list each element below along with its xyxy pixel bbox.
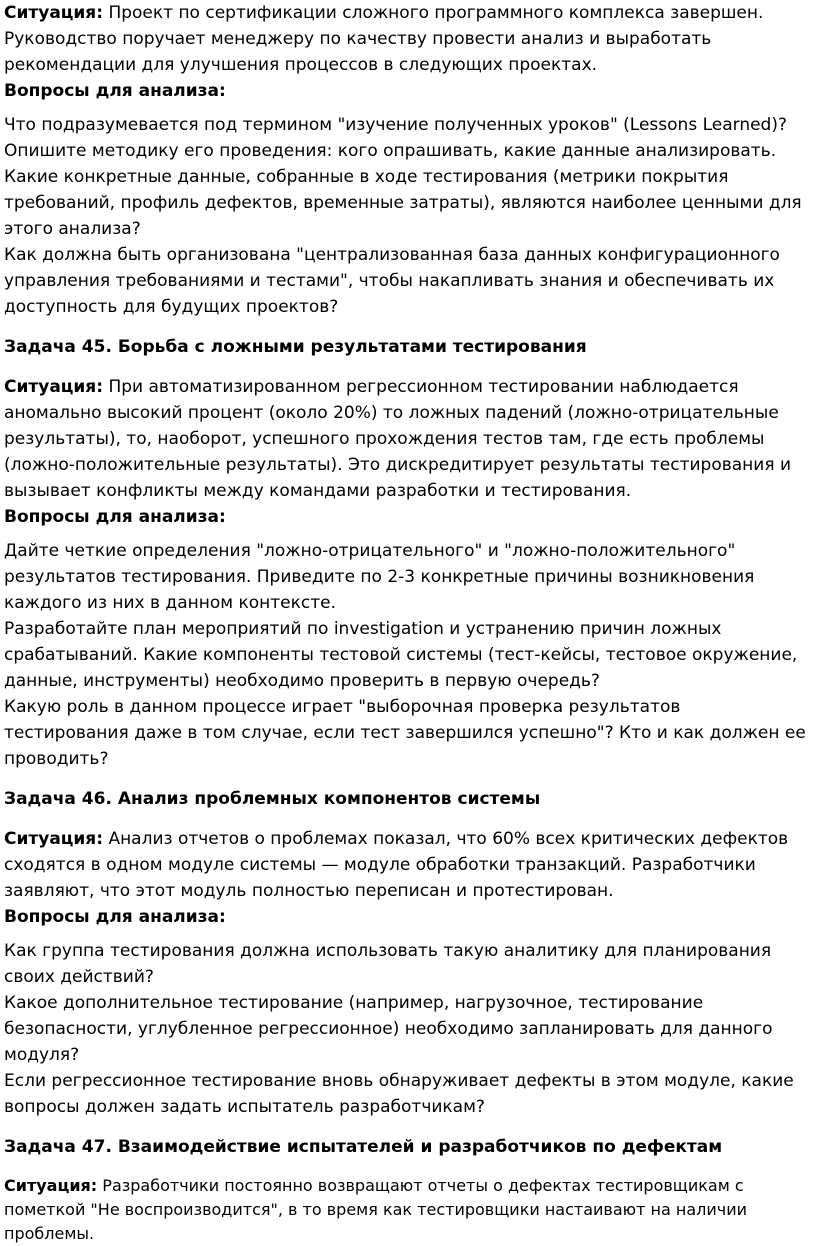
task45-situation-text: При автоматизированном регрессионном тестировании наблюдается аномально высокий процент (около 20%) то ложных падений (ложно-отрицательные результаты), то, наоборот, успешного прохождения тестов там, где есть проблемы (ложно-положительные результаты). Это дискредитирует результаты тестирования и вызывает конфликты между командами разработки и тестирования. (4, 377, 792, 501)
task47-title: Задача 47. Взаимодействие испытателей и разработчиков по дефектам (4, 1137, 723, 1157)
task44-situation-text: Проект по сертификации сложного программного комплекса завершен. Руководство поручает менеджеру по качеству провести анализ и выработать рекомендации для улучшения процессов в следующих проектах. (4, 3, 764, 75)
task46-question-1: Как группа тестирования должна использовать такую аналитику для планирования своих действий? (4, 941, 772, 987)
situation-label: Ситуация: (4, 3, 104, 23)
task46-question-3: Если регрессионное тестирование вновь обнаруживает дефекты в этом модуле, какие вопросы должен задать испытатель разработчикам? (4, 1071, 794, 1117)
task46-title: Задача 46. Анализ проблемных компонентов системы (4, 789, 541, 809)
situation-label: Ситуация: (4, 829, 104, 849)
task45-question-3: Какую роль в данном процессе играет "выборочная проверка результатов тестирования даже в том случае, если тест завершился успешно"? Кто и как должен ее проводить? (4, 697, 806, 769)
task45-question-2: Разработайте план мероприятий по investigation и устранению причин ложных срабатываний. Какие компоненты тестовой системы (тест-кейсы, тестовое окружение, данные, инструменты) необходимо проверить в первую очередь? (4, 619, 798, 691)
task45-questions-heading: Вопросы для анализа: (4, 507, 226, 527)
task44-questions-heading: Вопросы для анализа: (4, 81, 226, 101)
task47-situation (4, 1174, 808, 1246)
task46-questions-heading: Вопросы для анализа: (4, 907, 226, 927)
task45-question-1: Дайте четкие определения "ложно-отрицательного" и "ложно-положительного" результатов тестирования. Приведите по 2-3 конкретные причины возникновения каждого из них в данном контексте. (4, 541, 755, 613)
task44-question-1: Что подразумевается под термином "изучение полученных уроков" (Lessons Learned)? Опишите методику его проведения: кого опрашивать, какие данные анализировать. (4, 115, 787, 161)
situation-label: Ситуация: (4, 377, 104, 397)
task46-situation-text: Анализ отчетов о проблемах показал, что 60% всех критических дефектов сходятся в одном модуле системы — модуле обработки транзакций. Разработчики заявляют, что этот модуль полностью переписан и протестирован. (4, 829, 789, 901)
task44-question-3: Как должна быть организована "централизованная база данных конфигурационного управления требованиями и тестами", чтобы накапливать знания и обеспечивать их доступность для будущих проектов? (4, 245, 780, 317)
situation-label: Ситуация: (4, 1176, 98, 1195)
task45-situation (4, 374, 808, 504)
task46-situation (4, 826, 808, 904)
task44-question-2: Какие конкретные данные, собранные в ходе тестирования (метрики покрытия требований, профиль дефектов, временные затраты), являются наиболее ценными для этого анализа? (4, 167, 802, 239)
task47-situation-text: Разработчики постоянно возвращают отчеты о дефектах тестировщикам с пометкой "Не воспроизводится", в то время как тестировщики настаивают на наличии проблемы. (4, 1176, 748, 1243)
task44-situation (4, 0, 808, 78)
task45-title: Задача 45. Борьба с ложными результатами тестирования (4, 337, 587, 357)
task46-question-2: Какое дополнительное тестирование (например, нагрузочное, тестирование безопасности, углубленное регрессионное) необходимо запланировать для данного модуля? (4, 993, 773, 1065)
